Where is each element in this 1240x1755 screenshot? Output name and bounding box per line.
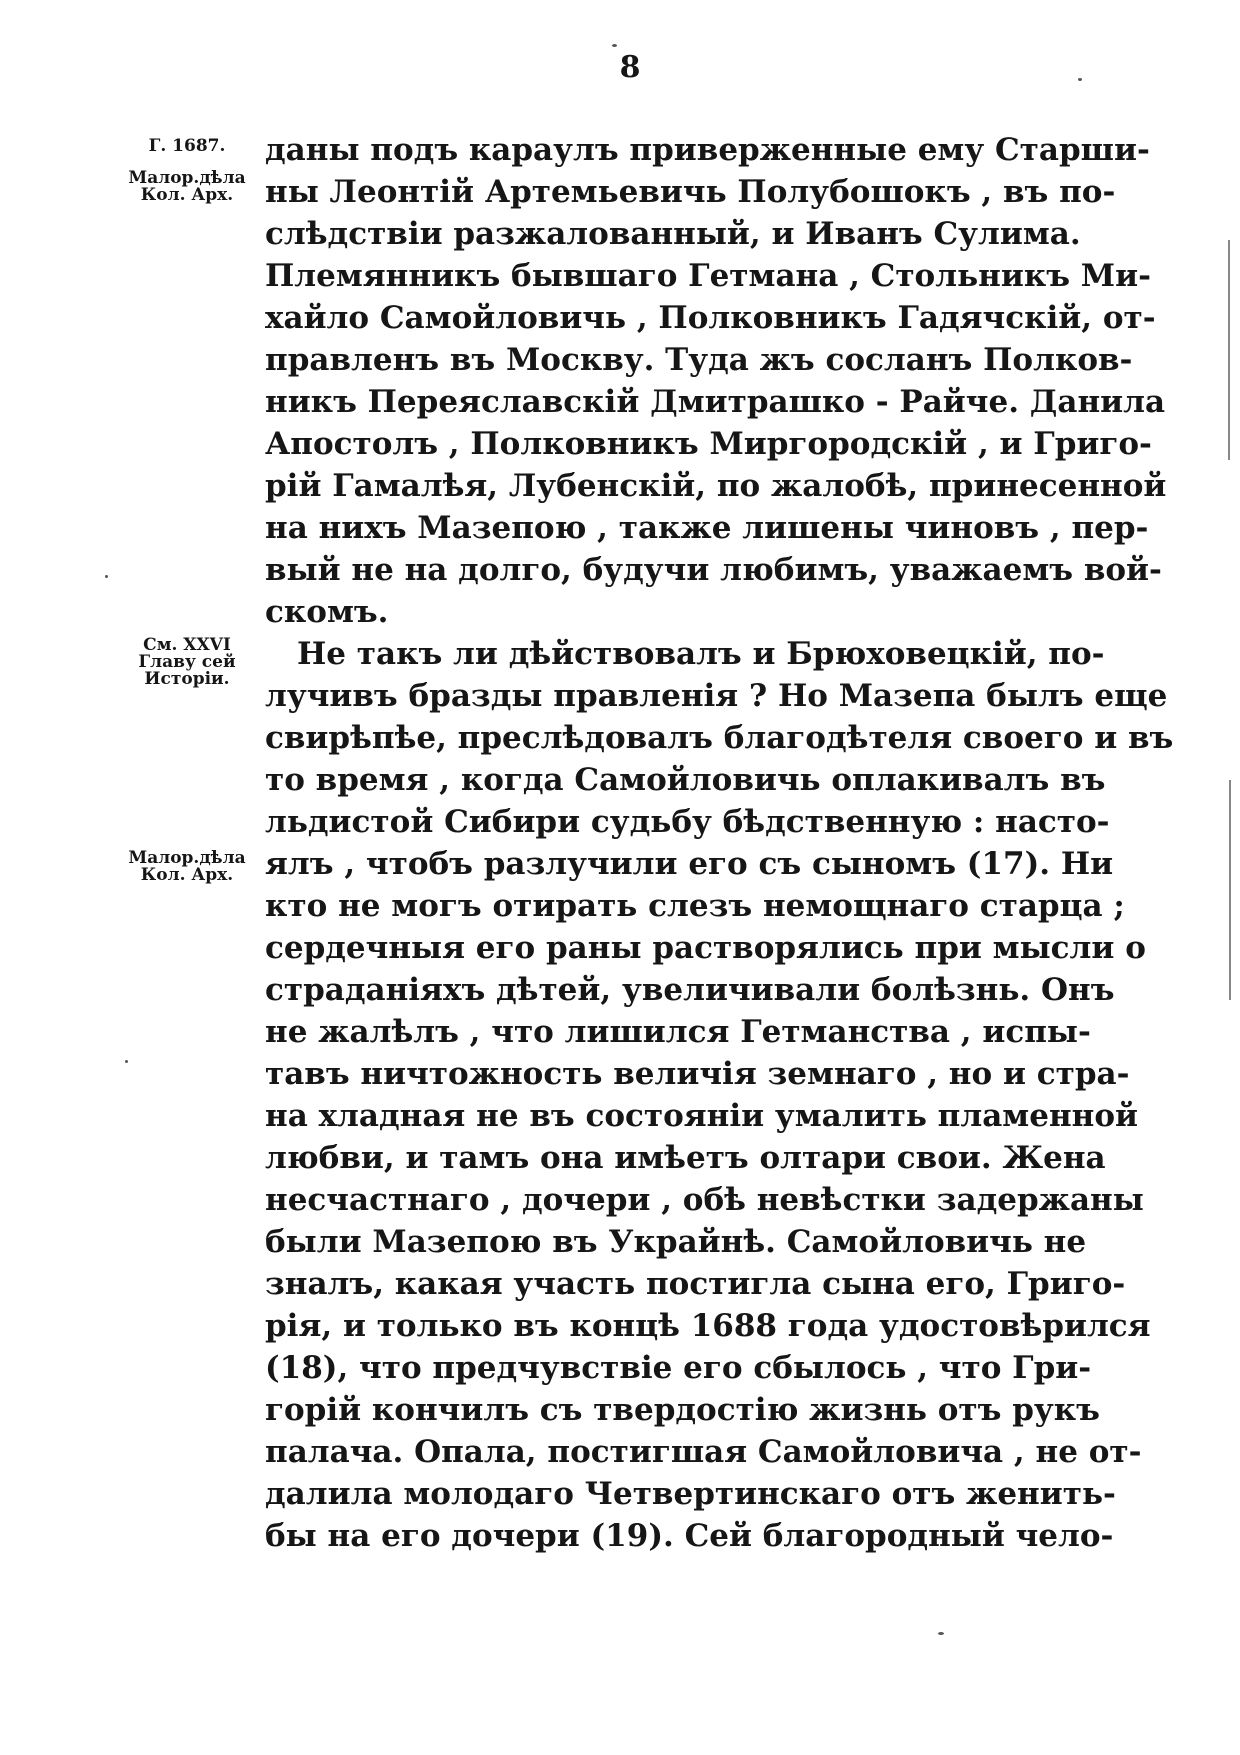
text-line: скомъ. [265, 594, 389, 630]
text-line: свирѣпѣе, преслѣдовалъ благодѣтеля своего и въ [265, 720, 1174, 756]
text-line: были Мазепою въ Украйнѣ. Самойловичь не [265, 1224, 1087, 1260]
text-line: никъ Переяславскій Дмитрашко - Райче. Данила [265, 384, 1166, 420]
scan-speck [612, 44, 617, 47]
text-line: то время , когда Самойловичь оплакивалъ въ [265, 762, 1106, 798]
margin-note-line: Малор.дѣла [128, 848, 246, 868]
text-line: ялъ , чтобъ разлучили его съ сыномъ (17). Ни [265, 846, 1114, 882]
text-line: хайло Самойловичь , Полковникъ Гадячскій, от- [265, 300, 1156, 336]
text-line: далила молодаго Четвертинскаго отъ женить- [265, 1476, 1116, 1512]
text-line: рія, и только въ концѣ 1688 года удостовѣрился [265, 1308, 1151, 1344]
margin-note-year [112, 138, 262, 155]
scan-speck [1078, 78, 1082, 81]
text-line: на нихъ Мазепою , также лишены чиновъ , пер- [265, 510, 1149, 546]
text-line: тавъ ничтожность величія земнаго , но и стра- [265, 1056, 1130, 1092]
text-line: даны подъ караулъ приверженные ему Старши- [265, 132, 1150, 168]
text-line: вый не на долго, будучи любимъ, уважаемъ вой- [265, 552, 1162, 588]
margin-note-line: Кол. Арх. [140, 865, 234, 885]
page-number: 8 [619, 50, 641, 85]
text-line: несчастнаго , дочери , обѣ невѣстки задержаны [265, 1182, 1144, 1218]
text-line: кто не могъ отирать слезъ немощнаго старца ; [265, 888, 1125, 924]
text-line: горій кончилъ съ твердостію жизнь отъ рукъ [265, 1392, 1100, 1428]
margin-note-archive [112, 170, 262, 204]
text-line: страданіяхъ дѣтей, увеличивали болѣзнь. Онъ [265, 972, 1115, 1008]
text-line: Не такъ ли дѣйствовалъ и Брюховецкій, по- [297, 636, 1105, 672]
text-line: льдистой Сибири судьбу бѣдственную : насто- [265, 804, 1110, 840]
text-line: на хладная не въ состояніи умалить пламенной [265, 1098, 1138, 1134]
text-line: сердечныя его раны растворялись при мысли о [265, 930, 1146, 966]
text-line: Племянникъ бывшаго Гетмана , Стольникъ Ми- [265, 258, 1151, 294]
text-line: бы на его дочери (19). Сей благородный чело- [265, 1518, 1114, 1554]
scan-speck [105, 575, 108, 578]
scan-edge-line [1228, 240, 1230, 460]
text-line: не жалѣлъ , что лишился Гетманства , испы- [265, 1014, 1091, 1050]
margin-note-line: Г. 1687. [148, 136, 226, 156]
text-line: любви, и тамъ она имѣетъ олтари свои. Жена [265, 1140, 1106, 1176]
margin-note-line: Главу сей [138, 652, 236, 672]
text-line: ны Леонтій Артемьевичь Полубошокъ , въ по- [265, 174, 1116, 210]
margin-note-archive [112, 850, 262, 884]
margin-note-line: Кол. Арх. [140, 185, 234, 205]
text-line: Апостолъ , Полковникъ Миргородскій , и Григо- [265, 426, 1152, 462]
margin-note-line: Малор.дѣла [128, 168, 246, 188]
scan-speck [938, 1632, 944, 1635]
text-line: слѣдствіи разжалованный, и Иванъ Сулима. [265, 216, 1081, 252]
margin-note-line: См. XXVI [143, 635, 231, 655]
text-line: палача. Опала, постигшая Самойловича , не от- [265, 1434, 1142, 1470]
scan-edge-line [1229, 780, 1231, 1000]
margin-note-line: Исторіи. [144, 669, 230, 689]
text-line: правленъ въ Москву. Туда жъ сосланъ Полков- [265, 342, 1133, 378]
text-line: лучивъ бразды правленія ? Но Мазепа былъ еще [265, 678, 1168, 714]
scan-speck [125, 1060, 128, 1063]
text-line: рій Гамалѣя, Лубенскій, по жалобѣ, принесенной [265, 468, 1167, 504]
text-line: зналъ, какая участь постигла сына его, Григо- [265, 1266, 1126, 1302]
margin-note-reference [112, 637, 262, 688]
text-line: (18), что предчувствіе его сбылось , что Гри- [265, 1350, 1092, 1386]
